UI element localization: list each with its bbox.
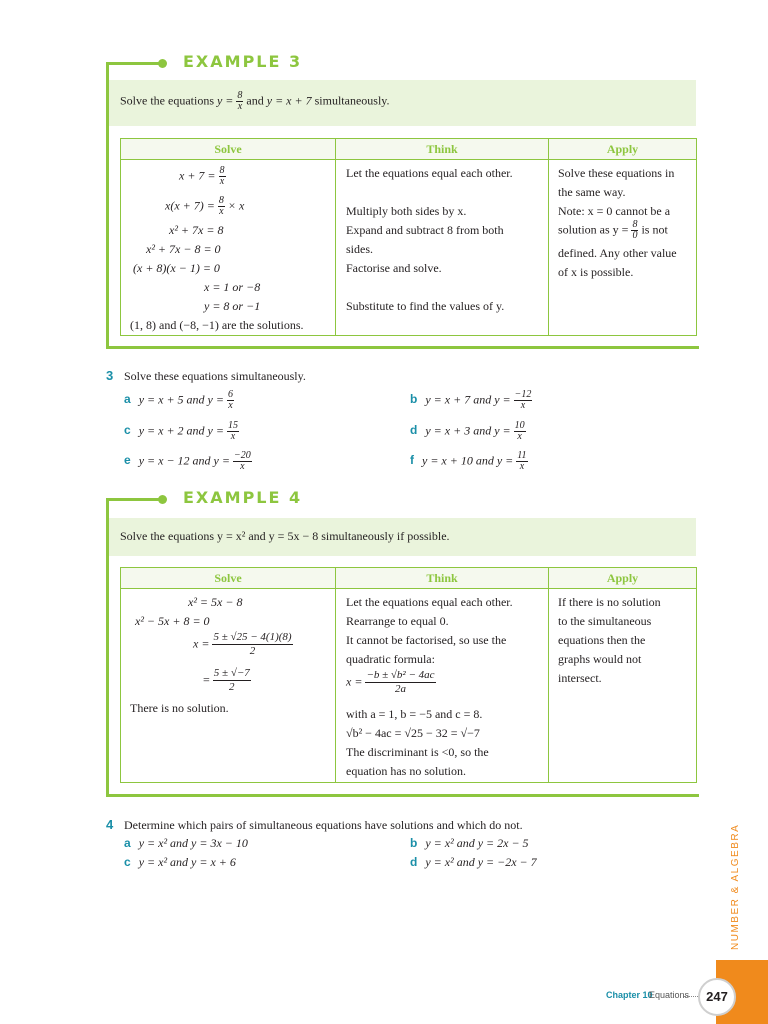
question-4-part-d: d y = x² and y = −2x − 7 (410, 855, 537, 869)
think-line: Substitute to find the values of y. (346, 299, 505, 313)
think-line: Let the equations equal each other. (346, 595, 513, 609)
col-header-think: Think (336, 568, 549, 589)
apply-line: defined. Any other value (558, 246, 677, 260)
solve-line: (1, 8) and (−8, −1) are the solutions. (130, 318, 304, 332)
page-number: 247 (698, 978, 736, 1016)
question-3-part-f: f y = x + 10 and y = $\frac{11}{x}$ (410, 450, 527, 472)
apply-line: solution as y = $\frac{8}{0}$ is not (558, 219, 668, 241)
think-line: Let the equations equal each other. (346, 166, 513, 180)
think-cell (336, 160, 549, 336)
question-3-part-a: a y = x + 5 and y = $\frac{6}{x}$ (124, 389, 233, 411)
question-4-part-c: c y = x² and y = x + 6 (124, 855, 236, 869)
solve-line: x(x + 7) = $\frac{8}{x}$ × x (165, 195, 245, 217)
think-cell (336, 589, 549, 783)
think-line: x = $\frac{\text{−b ± √b² − 4ac}}{2a}$ (346, 669, 435, 695)
section-side-label: NUMBER & ALGEBRA (730, 823, 741, 950)
col-header-think: Think (336, 139, 549, 160)
question-3-part-b: b y = x + 7 and y = $\frac{-12}{x}$ (410, 389, 532, 411)
apply-line: the same way. (558, 185, 626, 199)
question-3-part-c: c y = x + 2 and y = $\frac{15}{x}$ (124, 420, 238, 442)
solve-line: y = 8 or −1 (204, 299, 261, 313)
example3-table (120, 138, 697, 336)
apply-line: of x is possible. (558, 265, 634, 279)
think-line: Factorise and solve. (346, 261, 442, 275)
think-line: quadratic formula: (346, 652, 435, 666)
think-line: The discriminant is <0, so the (346, 745, 489, 759)
think-line: Expand and subtract 8 from both (346, 223, 504, 237)
question-4-number: 4 (106, 817, 114, 832)
apply-line: equations then the (558, 633, 646, 647)
apply-line: graphs would not (558, 652, 642, 666)
solve-line: There is no solution. (130, 701, 229, 715)
solve-line: x² − 5x + 8 = 0 (135, 614, 210, 628)
think-line: Multiply both sides by x. (346, 204, 467, 218)
example4-table (120, 567, 697, 783)
example3-title: EXAMPLE 3 (183, 52, 303, 71)
footer-chapter: Chapter 10 (606, 990, 653, 1000)
think-line: sides. (346, 242, 373, 256)
apply-line: If there is no solution (558, 595, 661, 609)
solve-cell (121, 589, 336, 783)
col-header-apply: Apply (549, 139, 697, 160)
apply-cell (549, 160, 697, 336)
solve-cell (121, 160, 336, 336)
think-line: equation has no solution. (346, 764, 466, 778)
solve-line: (x + 8)(x − 1) = 0 (133, 261, 220, 275)
question-4-part-b: b y = x² and y = 2x − 5 (410, 836, 529, 850)
solve-line: x² = 5x − 8 (188, 595, 243, 609)
solve-line: = $\frac{5 \pm √-7}{2}$ (203, 667, 250, 693)
solve-line: x + 7 = $\frac{8}{x}$ (179, 165, 225, 187)
question-3-part-e: e y = x − 12 and y = $\frac{-20}{x}$ (124, 450, 251, 472)
solve-line: x = $\frac{5 \pm √25 - 4(1)(8)}{2}$ (193, 631, 292, 657)
think-line: with a = 1, b = −5 and c = 8. (346, 707, 483, 721)
footer-section: Equations (649, 990, 690, 1000)
question-3-part-d: d y = x + 3 and y = $\frac{10}{x}$ (410, 420, 525, 442)
solve-line: x² + 7x − 8 = 0 (146, 242, 221, 256)
question-3-instruction: Solve these equations simultaneously. (124, 369, 306, 383)
think-line: √b² − 4ac = √25 − 32 = √−7 (346, 726, 480, 740)
footer-leader-line (684, 996, 698, 997)
col-header-apply: Apply (549, 568, 697, 589)
fraction: $\frac{8}{x}$ (237, 90, 243, 112)
apply-line: Solve these equations in (558, 166, 675, 180)
example4-problem: Solve the equations y = x² and y = 5x − 8 simultaneously if possible. (120, 529, 450, 543)
solve-line: x² + 7x = 8 (169, 223, 224, 237)
example4-title: EXAMPLE 4 (183, 488, 303, 507)
apply-cell (549, 589, 697, 783)
question-4-instruction: Determine which pairs of simultaneous equations have solutions and which do not. (124, 818, 523, 832)
apply-line: to the simultaneous (558, 614, 652, 628)
col-header-solve: Solve (121, 568, 336, 589)
apply-line: intersect. (558, 671, 602, 685)
think-line: It cannot be factorised, so use the (346, 633, 507, 647)
col-header-solve: Solve (121, 139, 336, 160)
question-3-number: 3 (106, 368, 114, 383)
apply-line: Note: x = 0 cannot be a (558, 204, 671, 218)
example3-problem: Solve the equations y = $\frac{8}{x}$ and y = x + 7 simultaneously. (120, 90, 390, 112)
think-line: Rearrange to equal 0. (346, 614, 449, 628)
solve-line: x = 1 or −8 (204, 280, 261, 294)
question-4-part-a: a y = x² and y = 3x − 10 (124, 836, 248, 850)
